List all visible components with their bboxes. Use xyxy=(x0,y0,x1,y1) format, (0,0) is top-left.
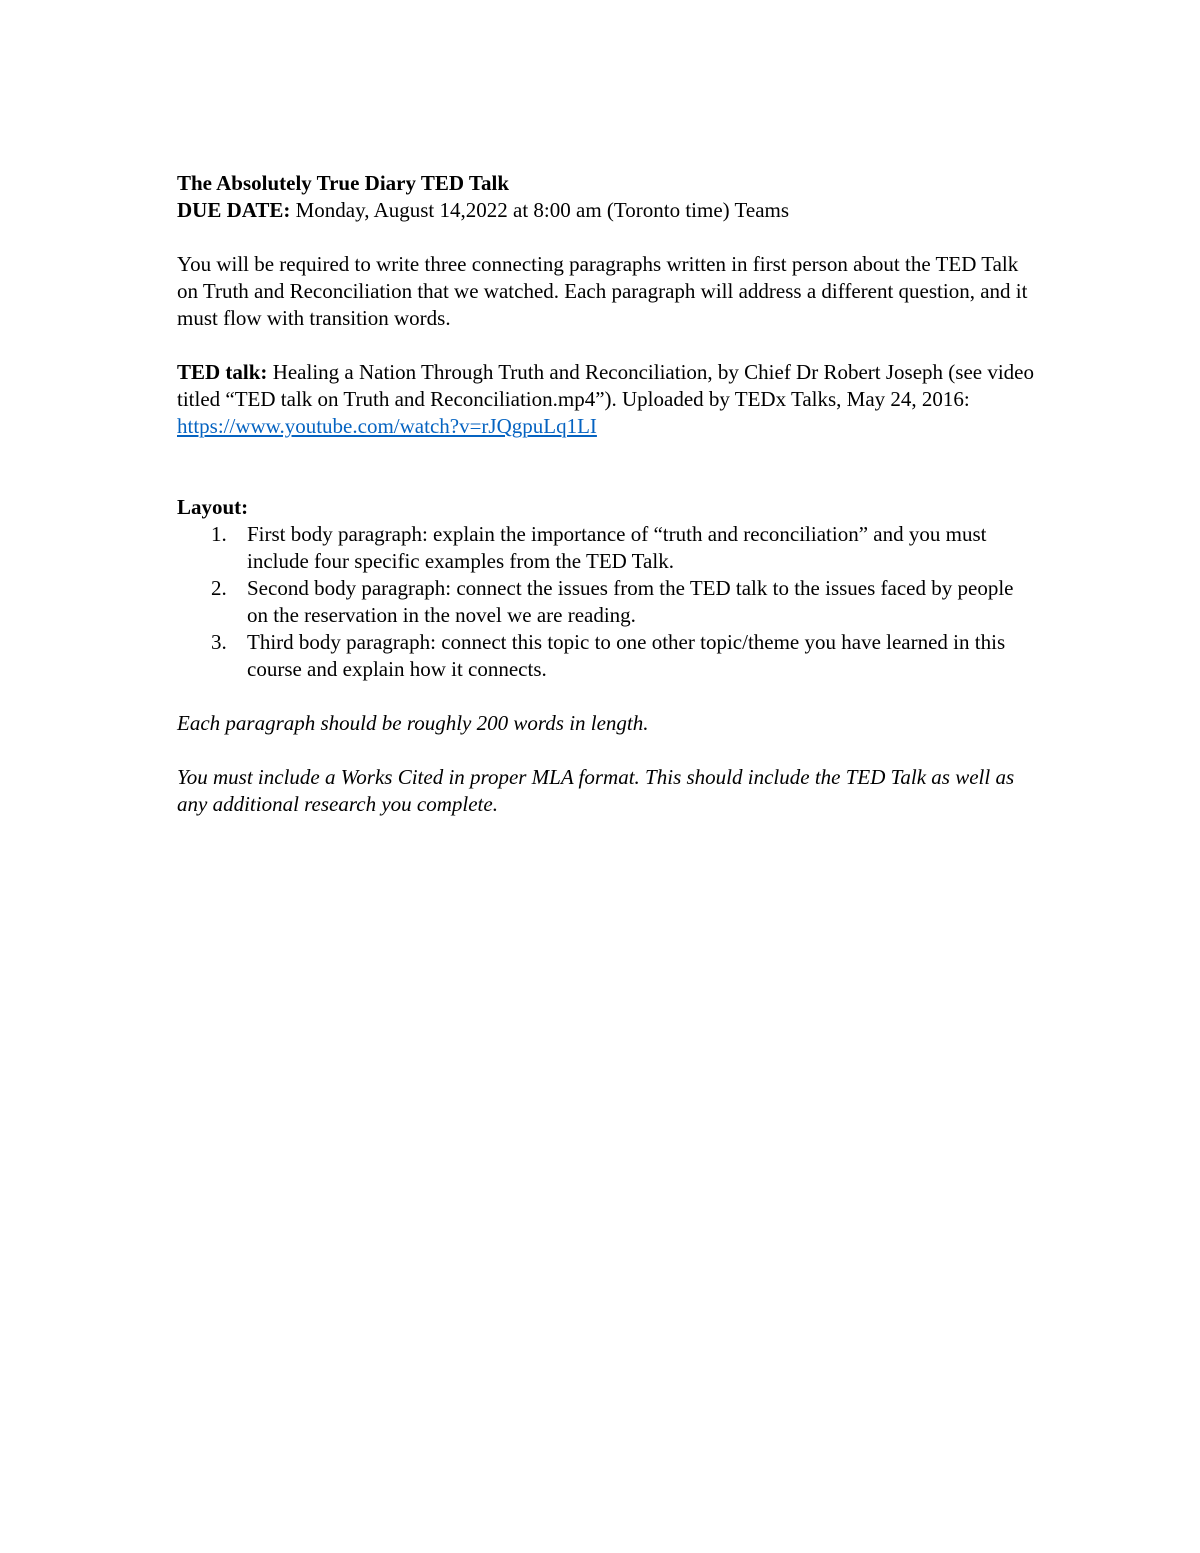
intro-paragraph: You will be required to write three connecting paragraphs written in first person about the TED Talk on Truth and Reconciliation that we watched. Each paragraph will address a different question, and it must flow with transition words. xyxy=(177,252,1028,330)
layout-item-number: 1. xyxy=(211,522,227,546)
layout-item-number: 2. xyxy=(211,576,227,600)
document-page xyxy=(177,170,1037,818)
layout-list xyxy=(177,521,1037,683)
length-note: Each paragraph should be roughly 200 words in length. xyxy=(177,711,649,735)
layout-heading: Layout: xyxy=(177,495,249,519)
layout-item-2 xyxy=(177,575,1037,629)
due-date-line xyxy=(177,197,1037,224)
layout-item-text: Second body paragraph: connect the issues from the TED talk to the issues faced by people on the reservation in the novel we are reading. xyxy=(247,576,1014,627)
ted-talk-link[interactable]: https://www.youtube.com/watch?v=rJQgpuLq1LI xyxy=(177,414,597,438)
ted-talk-description: Healing a Nation Through Truth and Reconciliation, by Chief Dr Robert Joseph (see video titled “TED talk on Truth and Reconciliation.mp4”). Uploaded by TEDx Talks, May 24, 2016: xyxy=(177,360,1034,411)
layout-item-number: 3. xyxy=(211,630,227,654)
works-cited-note: You must include a Works Cited in proper MLA format. This should include the TED Talk as well as any additional research you complete. xyxy=(177,765,1015,816)
document-title: The Absolutely True Diary TED Talk xyxy=(177,171,510,195)
due-date-value: Monday, August 14,2022 at 8:00 am (Toronto time) Teams xyxy=(295,198,790,222)
layout-item-text: Third body paragraph: connect this topic to one other topic/theme you have learned in this course and explain how it connects. xyxy=(247,630,1006,681)
due-date-label: DUE DATE: xyxy=(177,198,291,222)
layout-item-1 xyxy=(177,521,1037,575)
layout-item-3 xyxy=(177,629,1037,683)
ted-talk-label: TED talk: xyxy=(177,360,268,384)
layout-item-text: First body paragraph: explain the importance of “truth and reconciliation” and you must include four specific examples from the TED Talk. xyxy=(247,522,987,573)
ted-talk-paragraph xyxy=(177,359,1037,440)
